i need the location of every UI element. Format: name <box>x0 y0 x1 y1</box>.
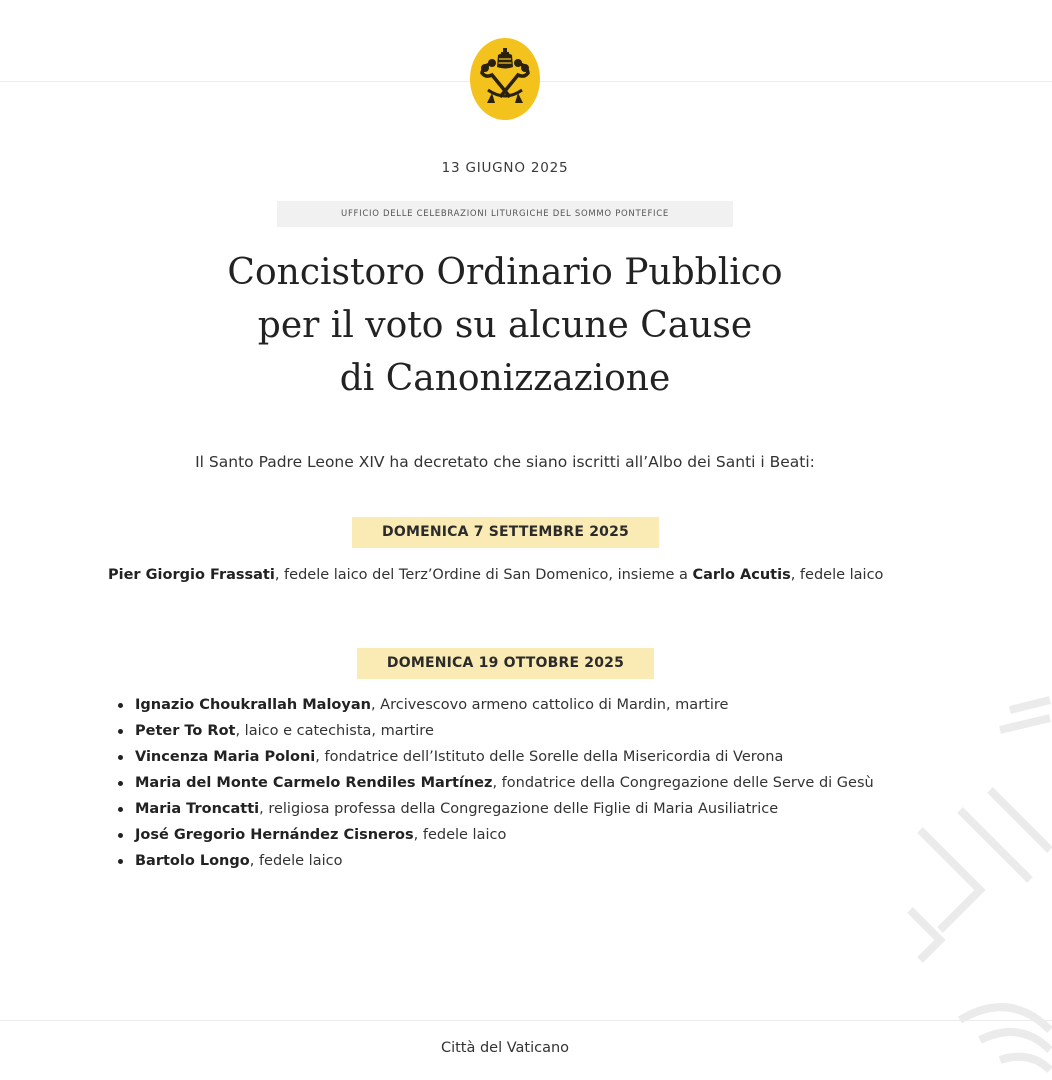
title-line-3: di Canonizzazione <box>339 358 671 399</box>
saint-description: , fedele laico <box>249 853 343 869</box>
list-item <box>118 848 908 874</box>
date-badge-october: DOMENICA 19 OTTOBRE 2025 <box>357 648 654 679</box>
list-item <box>118 796 908 822</box>
intro-text: Il Santo Padre Leone XIV ha decretato che siano iscritti all’Albo dei Santi i Beati: <box>195 453 815 471</box>
saint-description: , fondatrice dell’Istituto delle Sorelle della Misericordia di Verona <box>315 749 784 765</box>
september-paragraph <box>108 563 908 587</box>
footer-location: Città del Vaticano <box>440 1040 570 1056</box>
saint-name: Ignazio Choukrallah Maloyan <box>135 697 371 713</box>
page-title <box>0 246 1010 405</box>
list-item <box>118 822 908 848</box>
saint-description: , fedele laico <box>413 827 507 843</box>
list-item <box>118 744 908 770</box>
watermark-emblem-icon <box>900 690 1052 1080</box>
list-item <box>118 770 908 796</box>
list-item <box>118 718 908 744</box>
title-line-2: per il voto su alcune Cause <box>257 305 753 346</box>
saint-name: Bartolo Longo <box>135 853 250 869</box>
list-item <box>118 692 908 718</box>
saint-description: , fedele laico <box>790 567 884 583</box>
footer-divider <box>0 1020 1052 1021</box>
papal-keys-emblem-icon <box>470 38 540 120</box>
october-list <box>118 692 908 874</box>
title-line-1: Concistoro Ordinario Pubblico <box>227 252 783 293</box>
saint-description: , fondatrice della Congregazione delle Serve di Gesù <box>492 775 874 791</box>
saint-name: Maria Troncatti <box>135 801 260 817</box>
saint-description: , laico e catechista, martire <box>235 723 434 739</box>
saint-name: Pier Giorgio Frassati <box>108 567 275 583</box>
saint-name: Vincenza Maria Poloni <box>135 749 316 765</box>
document-date: 13 GIUGNO 2025 <box>441 160 569 176</box>
saint-name: Peter To Rot <box>135 723 236 739</box>
office-label: UFFICIO DELLE CELEBRAZIONI LITURGICHE DEL SOMMO PONTEFICE <box>277 201 733 227</box>
saint-name: José Gregorio Hernández Cisneros <box>135 827 414 843</box>
saint-description: , Arcivescovo armeno cattolico di Mardin, martire <box>370 697 729 713</box>
saint-description: , religiosa professa della Congregazione delle Figlie di Maria Ausiliatrice <box>259 801 779 817</box>
date-badge-september: DOMENICA 7 SETTEMBRE 2025 <box>352 517 659 548</box>
saint-name: Carlo Acutis <box>692 567 791 583</box>
saint-description: , fedele laico del Terz’Ordine di San Domenico, insieme a <box>274 567 693 583</box>
saint-name: Maria del Monte Carmelo Rendiles Martínez <box>135 775 493 791</box>
